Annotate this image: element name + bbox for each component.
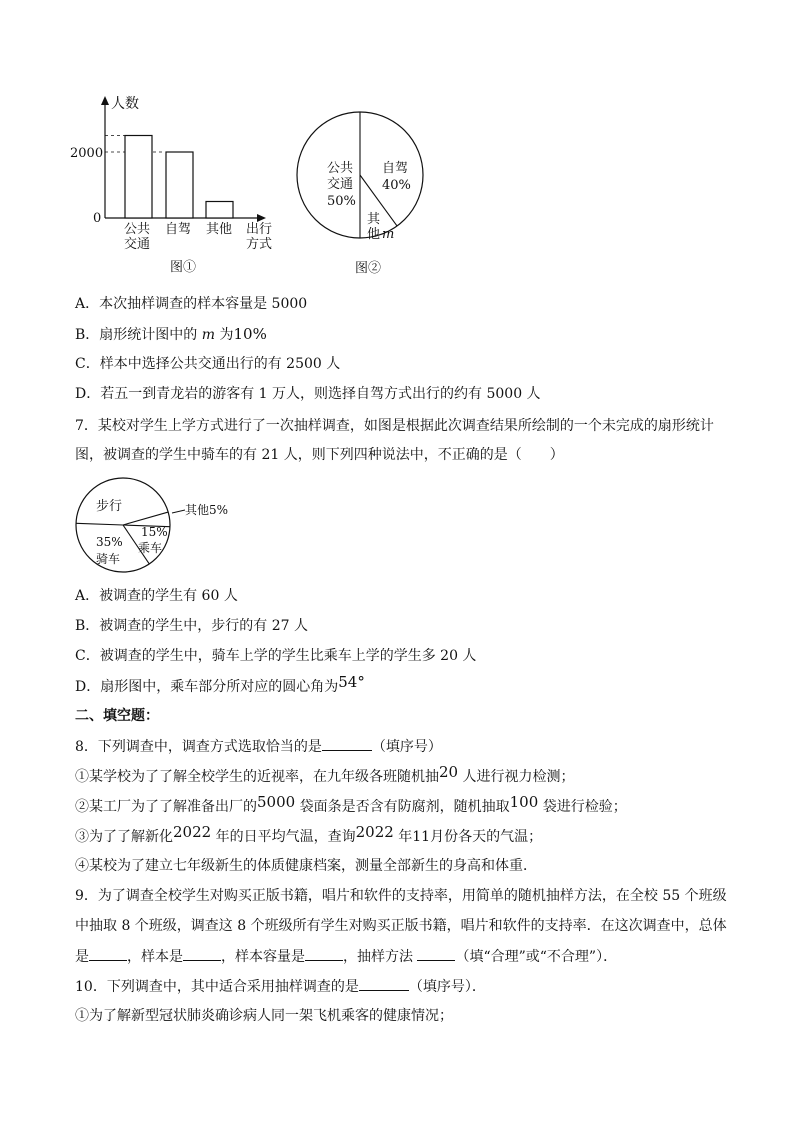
q6-option-a: A．本次抽样调查的样本容量是 5000 [75, 296, 308, 312]
bar-公共交通 [125, 136, 152, 219]
slice-label-other-2: 他 [367, 227, 381, 242]
slice-label-public-3: 50% [327, 194, 356, 209]
q10-answer-blank[interactable] [359, 976, 409, 991]
x-axis-label-1: 出行 [246, 222, 273, 237]
q8-answer-blank[interactable] [322, 736, 372, 751]
q10-stem: 10．下列调查中，其中适合采用抽样调查的是 （填序号）． [75, 976, 486, 997]
q8-item-3: ③为了了解新化2022 年的日平均气温，查询2022 年11月份各天的气温； [75, 823, 543, 845]
q6-option-d: D．若五一到青龙岩的游客有 1 万人，则选择自驾方式出行的约有 5000 人 [75, 386, 541, 402]
q6-option-c: C．样本中选择公共交通出行的有 2500 人 [75, 356, 341, 372]
q9-line1: 9．为了调查全校学生对购买正版书籍，唱片和软件的支持率，用简单的随机抽样方法，在全校 55 个班级 [75, 888, 727, 904]
q8-item-1: ①某学校为了了解全校学生的近视率，在九年级各班随机抽20 人进行视力检测； [75, 763, 575, 785]
q9-blank-population[interactable] [89, 946, 127, 961]
slice-label-self-1: 自驾 [382, 161, 409, 176]
slice-label-public-1: 公共 [327, 161, 354, 176]
q7-option-a: A．被调查的学生有 60 人 [75, 588, 238, 604]
bar-chart [60, 88, 290, 278]
q9-line2: 中抽取 8 个班级，调查这 8 个班级所有学生对购买正版书籍，唱片和软件的支持率．在这次调查中，总体 [75, 918, 727, 934]
category-label-self-drive: 自驾 [165, 222, 192, 237]
slice-label-other: 其他5% [185, 503, 229, 517]
y-axis-label: 人数 [111, 96, 139, 112]
q8-stem: 8．下列调查中，调查方式选取恰当的是 （填序号） [75, 736, 442, 757]
slice-label-bike: 骑车 [96, 552, 121, 566]
x-axis-label-2: 方式 [246, 237, 273, 252]
figure1-caption: 图① [170, 260, 197, 275]
y-tick-2000: 2000 [70, 146, 104, 161]
q9-blank-sample[interactable] [183, 946, 221, 961]
slice-label-self-2: 40% [382, 178, 411, 193]
slice-label-bus: 乘车 [138, 541, 163, 555]
slice-label-other-m: m [382, 227, 395, 242]
q9-line3: 是 ，样本是 ，样本容量是 ，抽样方法 （填“合理”或“不合理”）． [75, 946, 617, 967]
y-axis-arrow [101, 96, 109, 105]
x-axis-arrow [257, 214, 266, 222]
q7-option-b: B．被调查的学生中，步行的有 27 人 [75, 618, 309, 634]
pie-chart-school [68, 476, 248, 578]
pie-chart-transport [295, 110, 455, 280]
q7-stem-line2: 图，被调查的学生中骑车的有 21 人，则下列四种说法中，不正确的是（ ） [75, 447, 564, 463]
section-heading: 二、填空题： [75, 708, 159, 724]
origin-label: 0 [93, 211, 102, 226]
q8-item-4: ④某校为了建立七年级新生的体质健康档案，测量全部新生的身高和体重． [75, 858, 537, 874]
other-leader-line [172, 510, 185, 513]
slice-label-walk: 步行 [96, 499, 123, 514]
bar-其他 [206, 202, 233, 219]
slice-label-bus-pct: 15% [141, 525, 168, 539]
option-b-value: 10% [233, 325, 267, 343]
figure2-caption: 图② [355, 261, 382, 276]
bar-自驾 [166, 152, 193, 218]
q9-blank-sample-size[interactable] [305, 946, 343, 961]
q8-item-2: ②某工厂为了了解准备出厂的5000 袋面条是否含有防腐剂，随机抽取100 袋进行检验； [75, 793, 627, 815]
q10-item-1: ①为了解新型冠状肺炎确诊病人同一架飞机乘客的健康情况； [75, 1008, 453, 1024]
variable-m: m [201, 327, 216, 343]
q7-stem-line1: 7．某校对学生上学方式进行了一次抽样调查，如图是根据此次调查结果所绘制的一个未完成的扇形统计 [75, 418, 714, 434]
q9-blank-method[interactable] [417, 946, 455, 961]
q6-option-b: B．扇形统计图中的 m 为10% [75, 325, 267, 343]
q7-option-d: D．扇形图中，乘车部分所对应的圆心角为54° [75, 673, 365, 695]
bars-group [105, 136, 233, 219]
category-label-public-1: 公共 [124, 222, 151, 237]
option-d-value: 54° [338, 673, 365, 691]
slice-label-bike-pct: 35% [96, 535, 123, 549]
slice-label-other-1: 其 [367, 212, 381, 227]
category-label-other: 其他 [206, 222, 233, 237]
slice-label-public-2: 交通 [327, 177, 354, 192]
q7-option-c: C．被调查的学生中，骑车上学的学生比乘车上学的学生多 20 人 [75, 648, 477, 664]
category-label-public-2: 交通 [124, 237, 151, 252]
